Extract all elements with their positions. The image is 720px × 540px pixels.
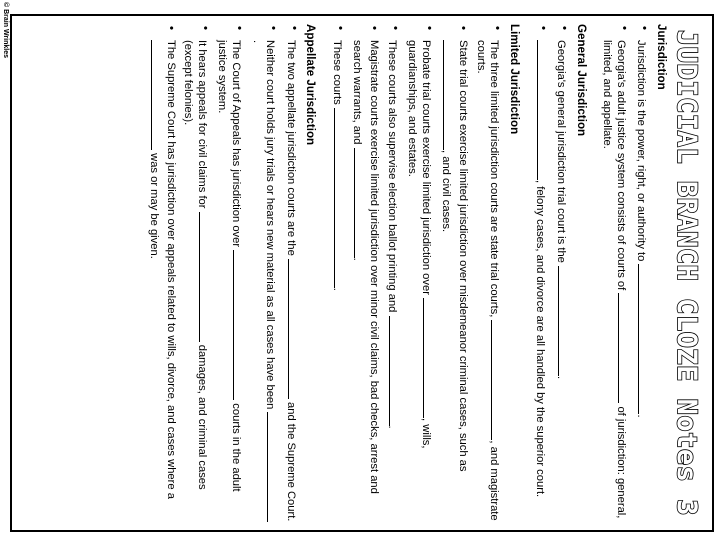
notes-content [146,24,672,524]
item-text: . [250,40,263,44]
fill-in-blank[interactable] [491,320,503,440]
bullet-item [215,24,245,524]
item-text: The three limited jurisdiction courts are state trial courts, [488,40,501,321]
item-text: damages, and criminal cases (except felonies). [182,40,208,490]
item-text: , and magistrate courts. [474,40,501,521]
item-text: , and civil cases. [440,150,453,233]
page-title: JUDICIAL BRANCH CLOZE Notes 3 [671,30,702,516]
item-text: Magistrate courts exercise limited jurisdiction over minor civil claims, bad checks, arrest and search warrants, and [351,40,381,494]
fill-in-blank[interactable] [423,298,435,418]
item-text: The Supreme Court has jurisdiction over appeals related to wills, divorce, and cases where a [164,40,177,499]
item-text: Jurisdiction is the power, right, or authority to [635,40,648,265]
bullet-item [181,24,211,524]
item-text: The Court of Appeals has jurisdiction over [229,40,242,251]
section-spacer [525,24,533,524]
item-text: was or may be given. [147,150,160,259]
fill-in-blank[interactable] [389,316,401,426]
bullet-item [634,24,651,524]
item-text: The two appellate jurisdiction courts are the [284,40,297,259]
bullet-item [283,24,300,524]
fill-in-blank[interactable] [151,40,163,150]
section-spacer [592,24,600,524]
fill-in-blank[interactable] [267,412,279,522]
fill-in-blank[interactable] [558,266,570,376]
section-heading: General Jurisdiction [574,24,588,137]
section-heading: Appellate Jurisdiction [304,24,318,146]
item-text: . [351,257,364,261]
bullet-item [600,24,630,524]
item-text: Georgia's adult justice system consists of courts of [614,40,627,294]
item-text: and the Supreme Court. [284,398,297,522]
bullet-item [329,24,346,524]
bullet-item [439,24,469,524]
item-text: These courts [330,40,343,108]
fill-in-blank[interactable] [288,259,300,399]
section-heading: Limited Jurisdiction [507,24,521,135]
fill-in-blank[interactable] [638,264,650,414]
item-text: , felony cases, and divorce are all handled by the superior court. [534,180,547,498]
copyright-note: © Brain Wrinkles [2,2,9,58]
item-text: It hears appeals for civil claims for [195,40,208,212]
item-text: of jurisdiction: general, limited, and appellate. [601,40,627,519]
item-text: Probate trial courts exercise limited jurisdiction over [419,40,432,299]
item-text: These courts also supervise election ballot printing and [385,40,398,316]
bullet-item [473,24,503,524]
bullet-item [249,24,279,524]
item-text: Georgia's general jurisdiction trial court is the [555,40,568,266]
item-text: . [635,414,648,418]
item-text: State trial courts exercise limited jurisdiction over misdemeanor criminal cases, such as [457,40,470,472]
bullet-item [146,24,176,524]
item-text: . [555,376,568,380]
item-text: . [385,425,398,429]
bullet-item [384,24,401,524]
bullet-item [553,24,570,524]
bullet-item [533,24,550,524]
fill-in-blank[interactable] [199,212,211,342]
bullet-item [350,24,380,524]
fill-in-blank[interactable] [334,108,346,288]
item-text: Neither court holds jury trials or hears new material as all cases have been [264,40,277,413]
bullet-item [405,24,435,524]
fill-in-blank[interactable] [618,293,630,403]
item-text: courts in the adult justice system. [216,40,242,492]
fill-in-blank[interactable] [355,148,367,258]
section-spacer [321,24,329,524]
fill-in-blank[interactable] [443,40,455,150]
fill-in-blank[interactable] [537,40,549,180]
item-text: , wills, guardianships, and estates. [406,40,432,449]
item-text: . [330,287,343,291]
fill-in-blank[interactable] [233,250,245,400]
section-heading: Jurisdiction [655,24,668,90]
